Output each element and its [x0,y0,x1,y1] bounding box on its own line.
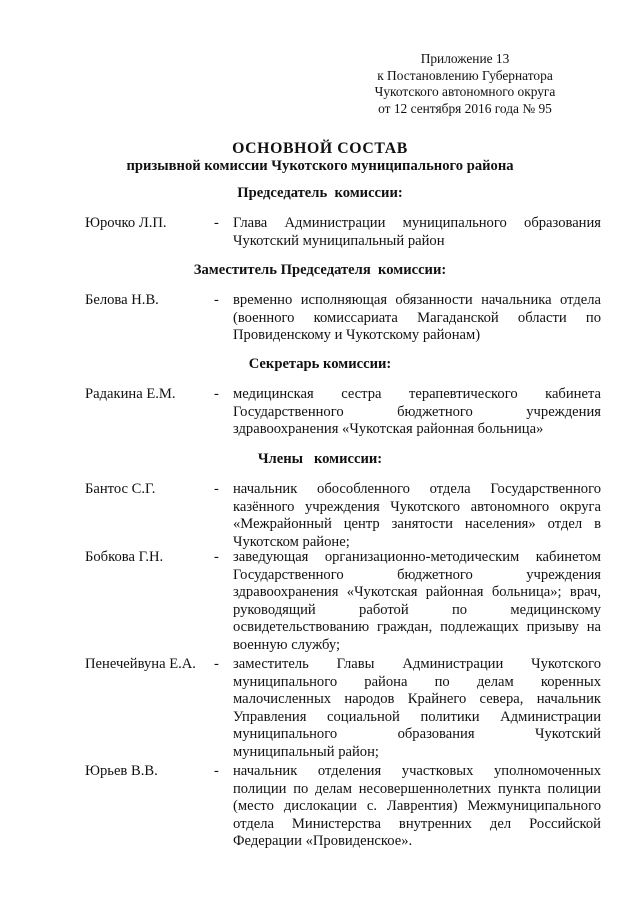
document-title: ОСНОВНОЙ СОСТАВ [232,140,408,157]
description-line: (место дислокации с. Лаврентия) Межмуниципального [233,798,601,814]
member-dash: - [214,763,219,779]
section-heading-members: Члены комиссии: [257,451,383,467]
description-line: освидетельствованию граждан, подлежащих призыву на [233,619,601,635]
appendix-line: Приложение 13 [420,51,510,66]
member-name: Юрочко Л.П. [85,215,167,231]
appendix-block [360,51,570,117]
member-name: Пенечейвуна Е.А. [85,656,196,672]
member-dash: - [214,656,219,672]
description-line: муниципального образования Чукотский [233,726,601,742]
member-dash: - [214,549,219,565]
description-line: Чукотском районе; [233,533,350,550]
member-dash: - [214,292,219,308]
section-heading-secretary: Секретарь комиссии: [248,356,392,372]
member-name: Белова Н.В. [85,292,159,308]
description-line: заведующая организационно-методическим кабинетом [233,549,601,565]
description-line: казённого учреждения Чукотского автономного округа [233,498,601,515]
description-line: военную службу; [233,636,340,653]
description-line: Чукотский муниципальный район [233,232,445,249]
description-line: заместитель Главы Администрации Чукотского [233,656,601,672]
member-name: Радакина Е.М. [85,386,176,402]
description-line: медицинская сестра терапевтического кабинета [233,386,601,402]
member-description [233,656,601,761]
member-dash: - [214,481,219,497]
description-line: Государственного бюджетного учреждения [233,566,601,583]
description-line: (военного комиссариата Магаданской области по [233,309,601,326]
section-heading-deputy: Заместитель Председателя комиссии: [193,262,447,278]
member-description [233,763,601,851]
description-line: руководящий работой по медицинскому [233,601,601,618]
description-line: временно исполняющая обязанности начальника отдела [233,292,601,308]
appendix-line: Чукотского автономного округа [374,84,556,99]
description-line: Глава Администрации муниципального образования [233,215,601,231]
member-description [233,386,601,439]
description-line: муниципальный район; [233,743,379,760]
description-line: здравоохранения «Чукотская районная больница» [233,421,544,437]
appendix-line: к Постановлению Губернатора [377,67,553,83]
description-line: отдела Министерства внутренних дел Российской [233,815,601,832]
member-name: Юрьев В.В. [85,763,158,779]
member-description [233,292,601,345]
member-description [233,215,601,250]
description-line: малочисленных народов Крайнего севера, начальник [233,691,601,707]
member-description [233,549,601,654]
description-line: начальник отделения участковых уполномоченных [233,763,601,779]
appendix-line: от 12 сентября 2016 года № 95 [378,100,552,116]
member-dash: - [214,215,219,231]
description-line: начальник обособленного отдела Государственного [233,481,601,497]
description-line: Провиденскому и Чукотскому районам) [233,327,481,343]
description-line: муниципального района по делам коренных [233,673,601,690]
description-line: Государственного бюджетного учреждения [233,403,601,420]
member-name: Бантос С.Г. [85,481,156,497]
document-subtitle: призывной комиссии Чукотского муниципального района [126,158,514,174]
description-line: Управления социальной политики Администрации [233,708,601,725]
member-name: Бобкова Г.Н. [85,549,164,565]
description-line: Федерации «Провиденское». [233,833,413,849]
member-dash: - [214,386,219,402]
description-line: полиции по делам несовершеннолетних пункта полиции [233,780,601,797]
description-line: здравоохранения «Чукотская районная больница»; врач, [233,584,601,600]
section-heading-chairman: Председатель комиссии: [237,185,403,201]
member-description [233,481,601,551]
description-line: «Межрайонный центр занятости населения» отдел в [233,516,601,532]
